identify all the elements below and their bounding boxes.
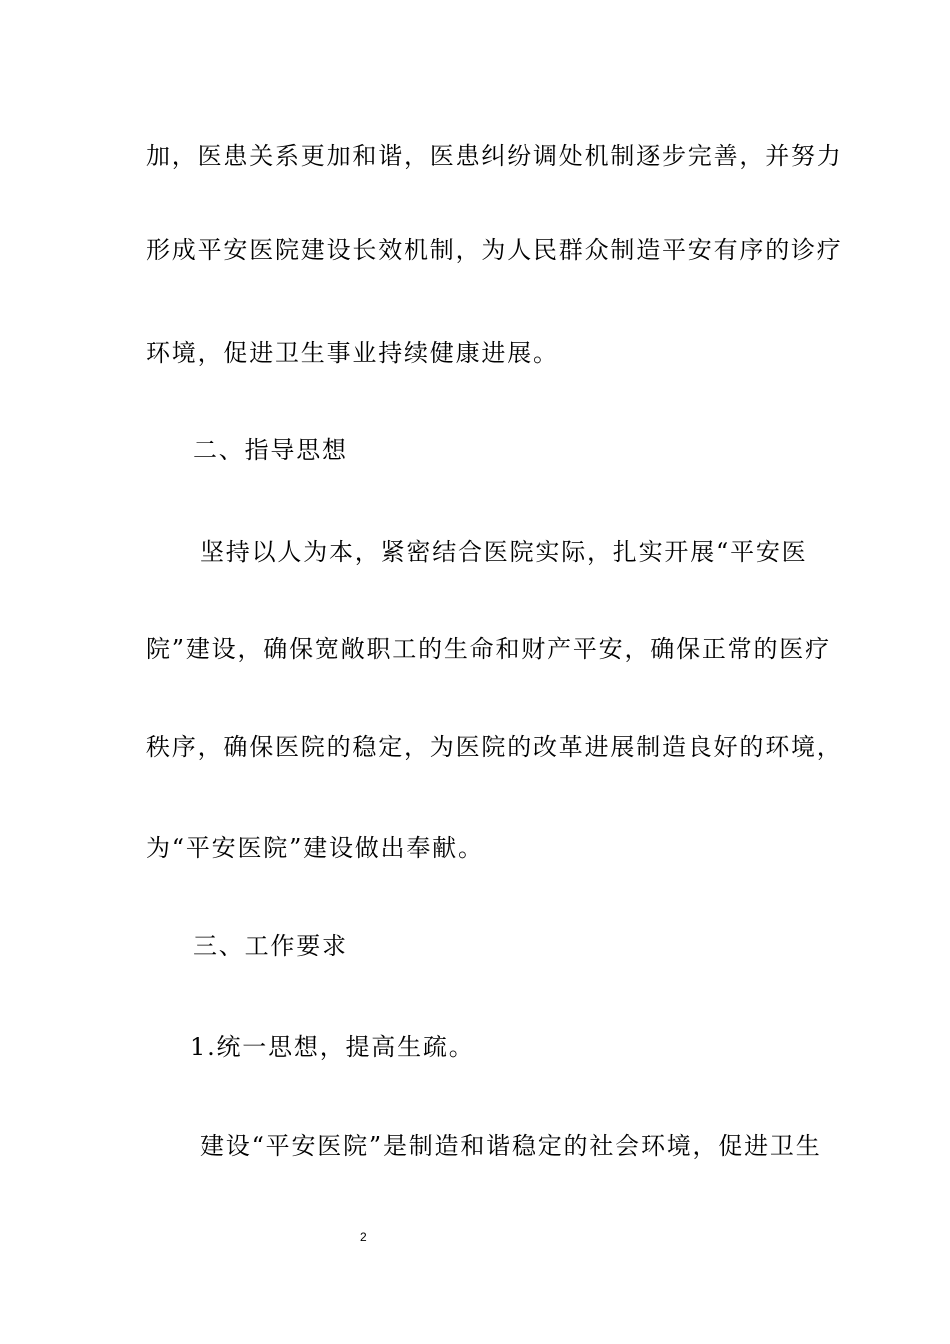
body-text-line: 坚持以人为本，紧密结合医院实际，扎实开展“平安医 <box>200 538 808 566</box>
section-heading: 二、指导思想 <box>193 436 348 464</box>
body-text-line: 院”建设，确保宽敞职工的生命和财产平安，确保正常的医疗 <box>146 635 831 663</box>
section-heading: 三、工作要求 <box>193 932 348 960</box>
body-text-line: 形成平安医院建设长效机制，为人民群众制造平安有序的诊疗 <box>146 236 843 264</box>
page-number: 2 <box>360 1230 367 1244</box>
body-text-line: 建设“平安医院”是制造和谐稳定的社会环境，促进卫生 <box>200 1132 822 1160</box>
body-text-line: 为“平安医院”建设做出奉献。 <box>146 834 484 862</box>
subsection-heading: 1.统一思想，提高生疏。 <box>190 1033 475 1061</box>
body-text-line: 环境，促进卫生事业持续健康进展。 <box>146 339 559 367</box>
body-text-line: 秩序，确保医院的稳定，为医院的改革进展制造良好的环境， <box>146 733 843 761</box>
body-text-line: 加，医患关系更加和谐，医患纠纷调处机制逐步完善，并努力 <box>146 142 843 170</box>
